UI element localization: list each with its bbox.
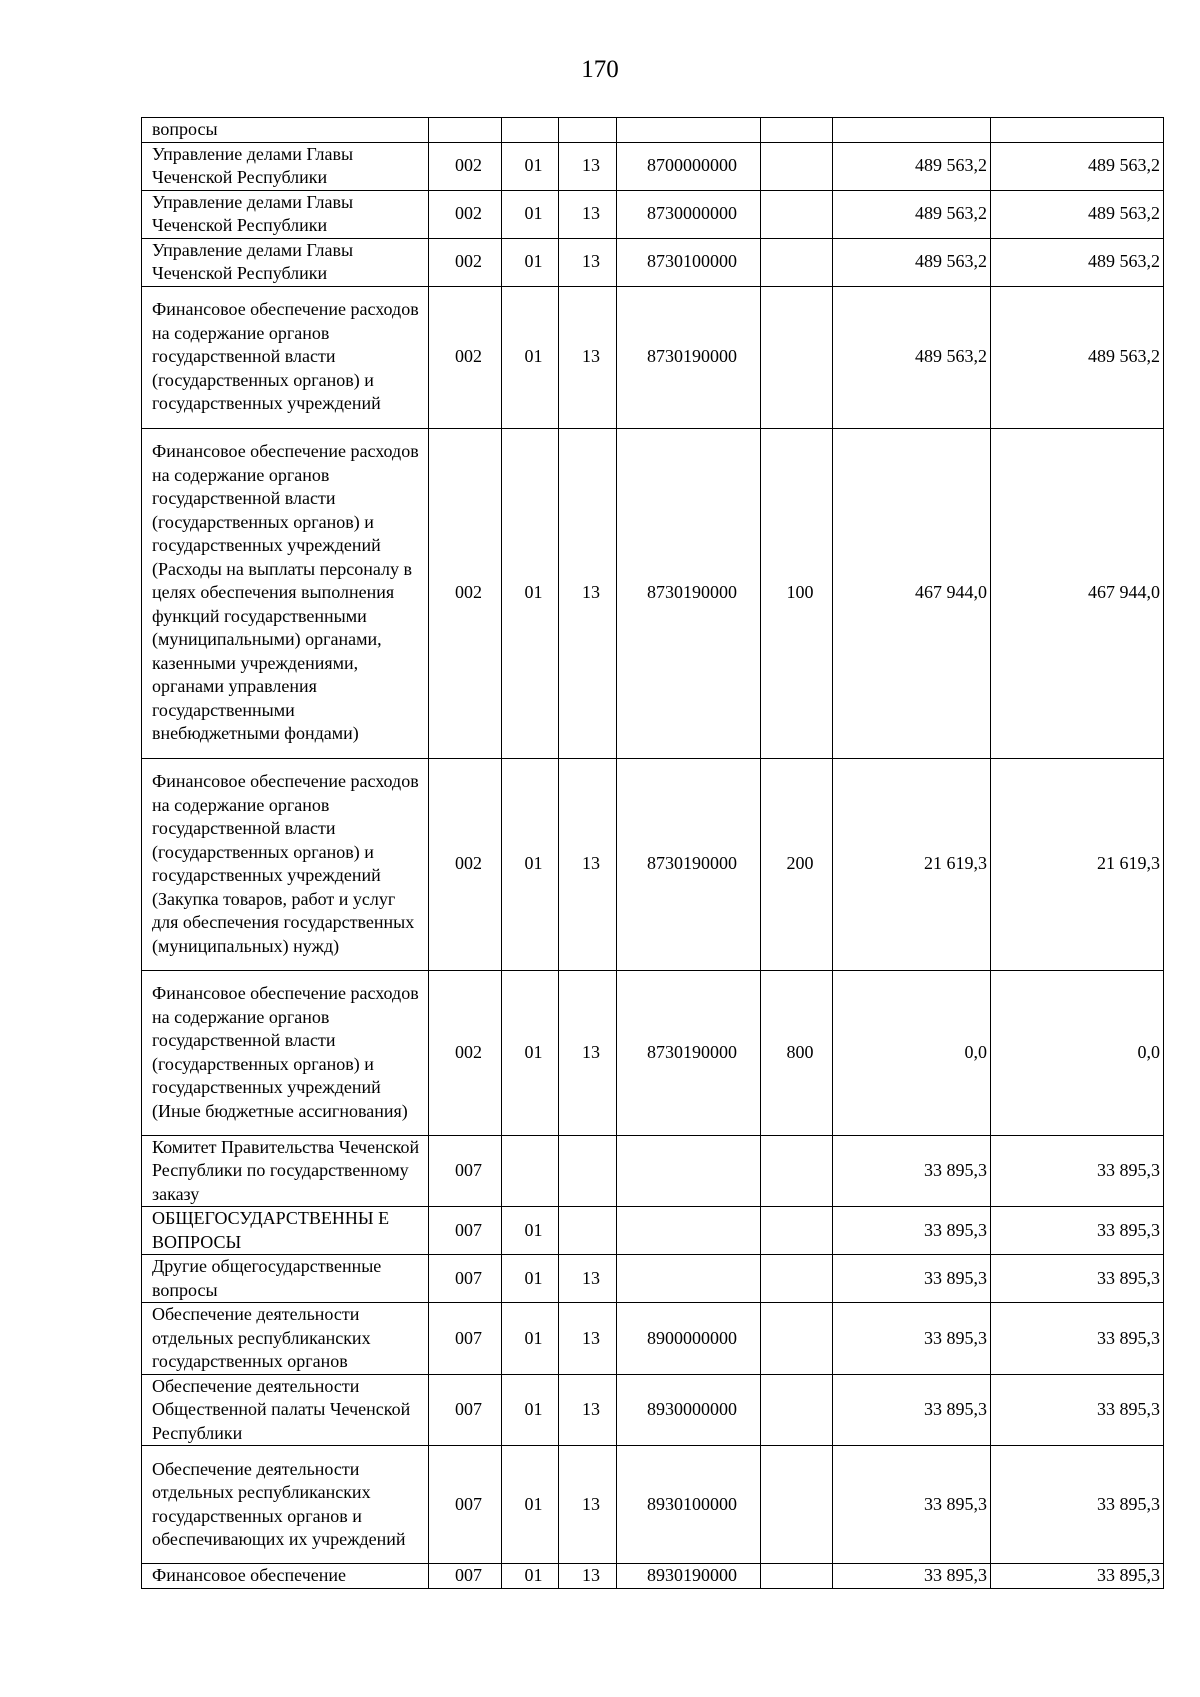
ministry-code-cell: 002 bbox=[429, 190, 502, 238]
amount-year1-cell: 489 563,2 bbox=[833, 238, 991, 286]
ministry-code-cell bbox=[429, 118, 502, 143]
expense-type-cell: 200 bbox=[761, 758, 833, 970]
amount-year1-cell: 489 563,2 bbox=[833, 286, 991, 428]
target-article-cell bbox=[617, 1207, 761, 1255]
row-name-cell: Управление делами Главы Чеченской Республики bbox=[142, 238, 429, 286]
expense-type-cell bbox=[761, 118, 833, 143]
section-code-cell: 01 bbox=[502, 190, 559, 238]
target-article-cell bbox=[617, 1135, 761, 1207]
amount-year2-cell: 33 895,3 bbox=[991, 1135, 1164, 1207]
amount-year2-cell: 33 895,3 bbox=[991, 1303, 1164, 1375]
amount-year1-cell: 467 944,0 bbox=[833, 428, 991, 758]
amount-year2-cell: 0,0 bbox=[991, 970, 1164, 1135]
row-name-cell: Финансовое обеспечение расходов на содержание органов государственной власти (государственных органов) и государственных учреждений (Иные бюджетные ассигнования) bbox=[142, 970, 429, 1135]
row-name-cell: Управление делами Главы Чеченской Республики bbox=[142, 190, 429, 238]
amount-year2-cell: 489 563,2 bbox=[991, 238, 1164, 286]
amount-year1-cell: 33 895,3 bbox=[833, 1207, 991, 1255]
subsection-code-cell bbox=[559, 1207, 617, 1255]
amount-year1-cell: 33 895,3 bbox=[833, 1446, 991, 1564]
target-article-cell: 8730100000 bbox=[617, 238, 761, 286]
budget-table bbox=[141, 117, 1164, 1589]
amount-year2-cell: 467 944,0 bbox=[991, 428, 1164, 758]
section-code-cell bbox=[502, 1135, 559, 1207]
target-article-cell: 8730190000 bbox=[617, 286, 761, 428]
amount-year2-cell: 33 895,3 bbox=[991, 1374, 1164, 1446]
table-row bbox=[142, 1255, 1164, 1303]
amount-year1-cell: 489 563,2 bbox=[833, 142, 991, 190]
subsection-code-cell: 13 bbox=[559, 1564, 617, 1589]
table-row bbox=[142, 1207, 1164, 1255]
section-code-cell: 01 bbox=[502, 758, 559, 970]
ministry-code-cell: 002 bbox=[429, 428, 502, 758]
expense-type-cell bbox=[761, 1255, 833, 1303]
subsection-code-cell: 13 bbox=[559, 142, 617, 190]
section-code-cell: 01 bbox=[502, 1255, 559, 1303]
section-code-cell: 01 bbox=[502, 1303, 559, 1375]
ministry-code-cell: 007 bbox=[429, 1564, 502, 1589]
table-row bbox=[142, 428, 1164, 758]
target-article-cell: 8900000000 bbox=[617, 1303, 761, 1375]
expense-type-cell bbox=[761, 1564, 833, 1589]
expense-type-cell bbox=[761, 190, 833, 238]
amount-year1-cell: 21 619,3 bbox=[833, 758, 991, 970]
amount-year2-cell: 33 895,3 bbox=[991, 1446, 1164, 1564]
target-article-cell: 8730190000 bbox=[617, 970, 761, 1135]
target-article-cell bbox=[617, 1255, 761, 1303]
table-row bbox=[142, 1135, 1164, 1207]
target-article-cell: 8930000000 bbox=[617, 1374, 761, 1446]
target-article-cell: 8730000000 bbox=[617, 190, 761, 238]
amount-year1-cell: 33 895,3 bbox=[833, 1303, 991, 1375]
expense-type-cell bbox=[761, 238, 833, 286]
section-code-cell: 01 bbox=[502, 1446, 559, 1564]
section-code-cell: 01 bbox=[502, 428, 559, 758]
subsection-code-cell: 13 bbox=[559, 970, 617, 1135]
amount-year2-cell: 33 895,3 bbox=[991, 1207, 1164, 1255]
section-code-cell: 01 bbox=[502, 286, 559, 428]
row-name-cell: Финансовое обеспечение расходов на содержание органов государственной власти (государственных органов) и государственных учреждений (Расходы на выплаты персоналу в целях обеспечения выполнения функций государственными (муниципальными) органами, казенными учреждениями, органами управления государственными внебюджетными фондами) bbox=[142, 428, 429, 758]
row-name-cell: Управление делами Главы Чеченской Республики bbox=[142, 142, 429, 190]
ministry-code-cell: 002 bbox=[429, 142, 502, 190]
amount-year1-cell: 33 895,3 bbox=[833, 1255, 991, 1303]
subsection-code-cell: 13 bbox=[559, 286, 617, 428]
expense-type-cell bbox=[761, 1135, 833, 1207]
amount-year2-cell: 33 895,3 bbox=[991, 1564, 1164, 1589]
subsection-code-cell: 13 bbox=[559, 1303, 617, 1375]
subsection-code-cell: 13 bbox=[559, 1255, 617, 1303]
subsection-code-cell: 13 bbox=[559, 190, 617, 238]
ministry-code-cell: 002 bbox=[429, 238, 502, 286]
row-name-cell: Финансовое обеспечение расходов на содержание органов государственной власти (государственных органов) и государственных учреждений (Закупка товаров, работ и услуг для обеспечения государственных (муниципальных) нужд) bbox=[142, 758, 429, 970]
table-row bbox=[142, 118, 1164, 143]
table-row bbox=[142, 970, 1164, 1135]
target-article-cell: 8700000000 bbox=[617, 142, 761, 190]
row-name-cell: Другие общегосударственные вопросы bbox=[142, 1255, 429, 1303]
section-code-cell: 01 bbox=[502, 970, 559, 1135]
amount-year2-cell bbox=[991, 118, 1164, 143]
section-code-cell bbox=[502, 118, 559, 143]
section-code-cell: 01 bbox=[502, 142, 559, 190]
ministry-code-cell: 007 bbox=[429, 1255, 502, 1303]
amount-year1-cell: 33 895,3 bbox=[833, 1564, 991, 1589]
ministry-code-cell: 007 bbox=[429, 1207, 502, 1255]
expense-type-cell: 800 bbox=[761, 970, 833, 1135]
target-article-cell: 8930100000 bbox=[617, 1446, 761, 1564]
page-number: 170 bbox=[581, 56, 619, 83]
amount-year1-cell bbox=[833, 118, 991, 143]
row-name-cell: Обеспечение деятельности отдельных республиканских государственных органов и обеспечивающих их учреждений bbox=[142, 1446, 429, 1564]
section-code-cell: 01 bbox=[502, 238, 559, 286]
amount-year2-cell: 21 619,3 bbox=[991, 758, 1164, 970]
subsection-code-cell: 13 bbox=[559, 1446, 617, 1564]
amount-year1-cell: 33 895,3 bbox=[833, 1374, 991, 1446]
table-row bbox=[142, 1374, 1164, 1446]
amount-year2-cell: 489 563,2 bbox=[991, 286, 1164, 428]
row-name-cell: вопросы bbox=[142, 118, 429, 143]
section-code-cell: 01 bbox=[502, 1207, 559, 1255]
row-name-cell: Обеспечение деятельности Общественной палаты Чеченской Республики bbox=[142, 1374, 429, 1446]
subsection-code-cell: 13 bbox=[559, 758, 617, 970]
ministry-code-cell: 002 bbox=[429, 758, 502, 970]
subsection-code-cell: 13 bbox=[559, 238, 617, 286]
subsection-code-cell: 13 bbox=[559, 428, 617, 758]
row-name-cell: ОБЩЕГОСУДАРСТВЕННЫ Е ВОПРОСЫ bbox=[142, 1207, 429, 1255]
target-article-cell: 8730190000 bbox=[617, 758, 761, 970]
subsection-code-cell bbox=[559, 1135, 617, 1207]
subsection-code-cell bbox=[559, 118, 617, 143]
section-code-cell: 01 bbox=[502, 1374, 559, 1446]
amount-year2-cell: 33 895,3 bbox=[991, 1255, 1164, 1303]
table-row bbox=[142, 1303, 1164, 1375]
amount-year2-cell: 489 563,2 bbox=[991, 190, 1164, 238]
row-name-cell: Обеспечение деятельности отдельных республиканских государственных органов bbox=[142, 1303, 429, 1375]
table-row bbox=[142, 238, 1164, 286]
ministry-code-cell: 007 bbox=[429, 1303, 502, 1375]
target-article-cell: 8930190000 bbox=[617, 1564, 761, 1589]
expense-type-cell bbox=[761, 1374, 833, 1446]
ministry-code-cell: 007 bbox=[429, 1135, 502, 1207]
table-row bbox=[142, 1564, 1164, 1589]
expense-type-cell bbox=[761, 1303, 833, 1375]
expense-type-cell: 100 bbox=[761, 428, 833, 758]
ministry-code-cell: 002 bbox=[429, 286, 502, 428]
section-code-cell: 01 bbox=[502, 1564, 559, 1589]
target-article-cell bbox=[617, 118, 761, 143]
target-article-cell: 8730190000 bbox=[617, 428, 761, 758]
amount-year1-cell: 0,0 bbox=[833, 970, 991, 1135]
expense-type-cell bbox=[761, 286, 833, 428]
amount-year1-cell: 489 563,2 bbox=[833, 190, 991, 238]
row-name-cell: Финансовое обеспечение bbox=[142, 1564, 429, 1589]
table-row bbox=[142, 286, 1164, 428]
table-row bbox=[142, 142, 1164, 190]
amount-year1-cell: 33 895,3 bbox=[833, 1135, 991, 1207]
amount-year2-cell: 489 563,2 bbox=[991, 142, 1164, 190]
ministry-code-cell: 002 bbox=[429, 970, 502, 1135]
row-name-cell: Комитет Правительства Чеченской Республики по государственному заказу bbox=[142, 1135, 429, 1207]
expense-type-cell bbox=[761, 1446, 833, 1564]
subsection-code-cell: 13 bbox=[559, 1374, 617, 1446]
table-row bbox=[142, 758, 1164, 970]
ministry-code-cell: 007 bbox=[429, 1446, 502, 1564]
table-row bbox=[142, 190, 1164, 238]
ministry-code-cell: 007 bbox=[429, 1374, 502, 1446]
table-row bbox=[142, 1446, 1164, 1564]
expense-type-cell bbox=[761, 1207, 833, 1255]
row-name-cell: Финансовое обеспечение расходов на содержание органов государственной власти (государственных органов) и государственных учреждений bbox=[142, 286, 429, 428]
expense-type-cell bbox=[761, 142, 833, 190]
